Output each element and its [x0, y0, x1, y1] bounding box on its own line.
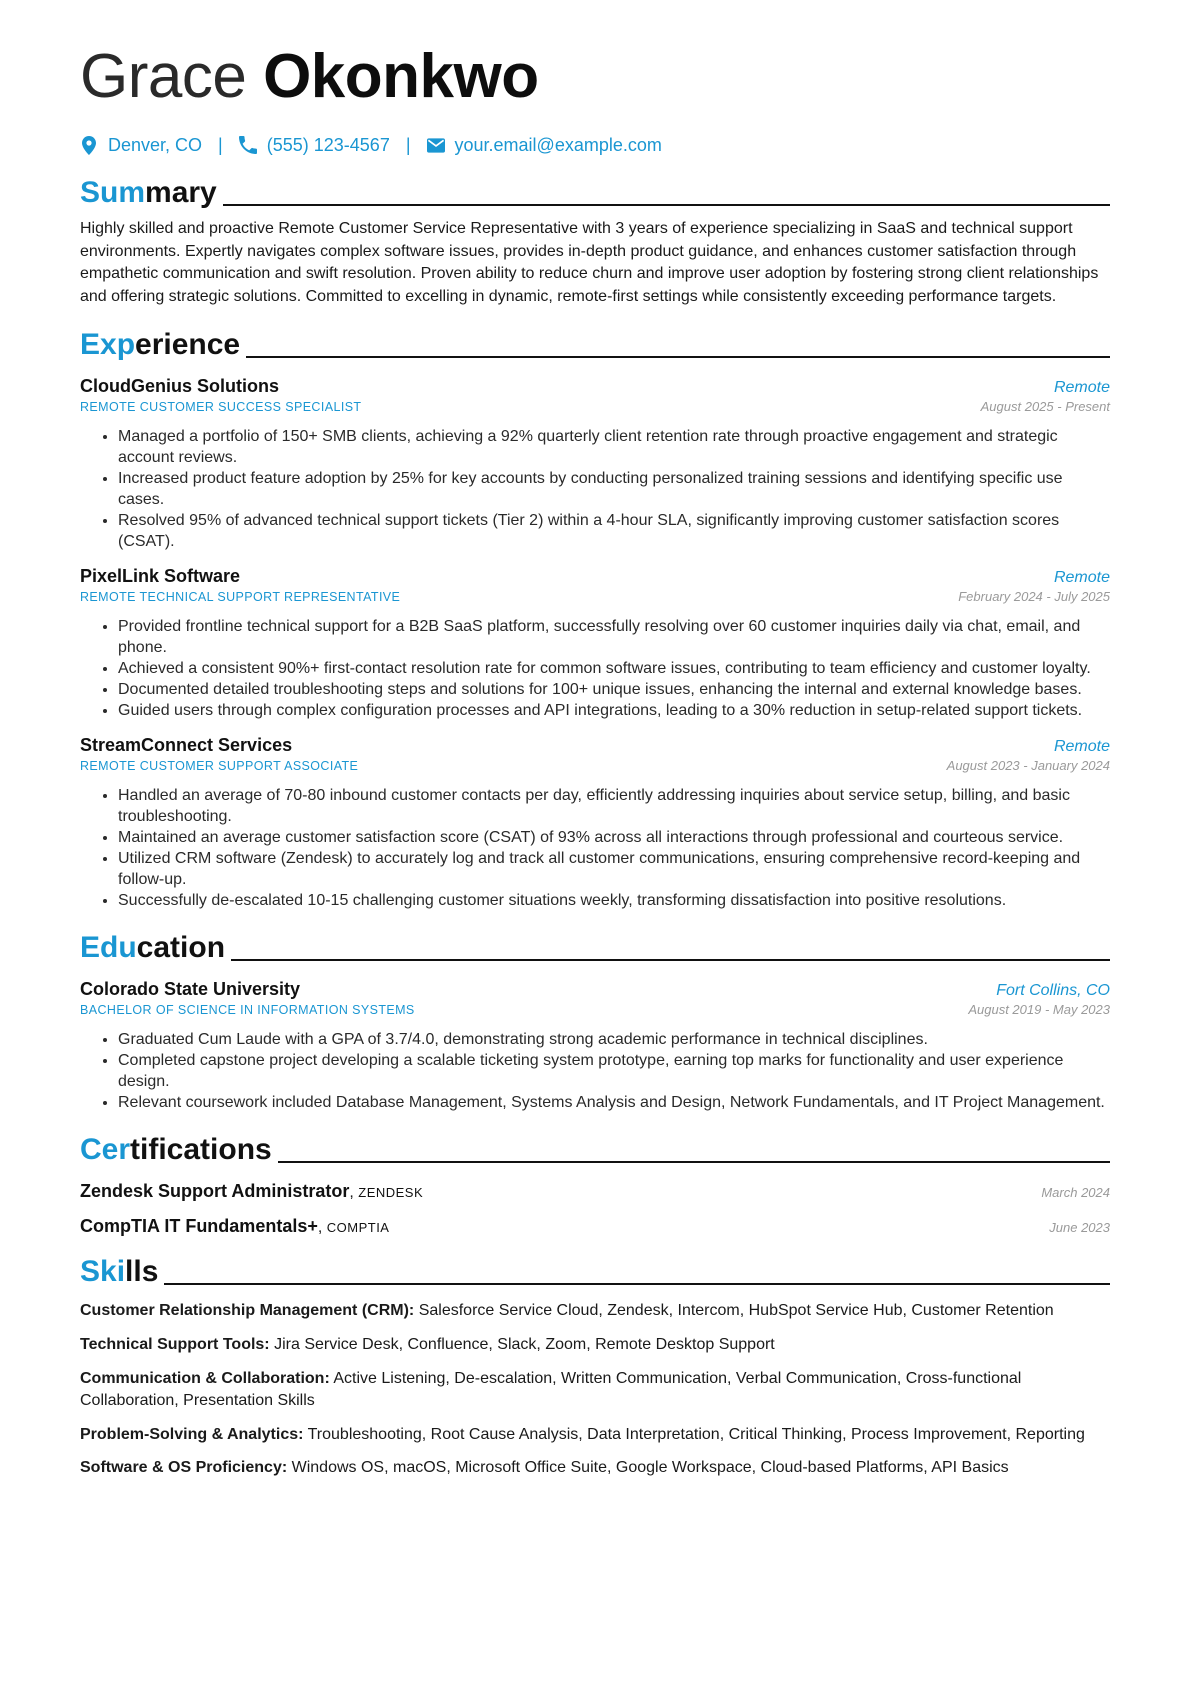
list-item: • Managed a portfolio of 150+ SMB clients, achieving a 92% quarterly client retention rate through proactive engagement and strategic account reviews.	[118, 426, 1110, 468]
skill-value: Salesforce Service Cloud, Zendesk, Intercom, HubSpot Service Hub, Customer Retention	[418, 1302, 1054, 1320]
skills-heading: Skills	[80, 1251, 1110, 1289]
job-title: REMOTE TECHNICAL SUPPORT REPRESENTATIVE	[80, 590, 401, 605]
certification-item: CompTIA IT Fundamentals+, COMPTIA June 2023	[80, 1216, 1110, 1237]
section-rule	[278, 1161, 1110, 1163]
school-location: Fort Collins, CO	[996, 982, 1110, 1000]
location-text: Denver, CO	[108, 134, 203, 155]
education-entry	[80, 979, 1110, 1113]
job-bullets	[80, 426, 1110, 552]
company-name: CloudGenius Solutions	[80, 376, 279, 397]
company-name: PixelLink Software	[80, 566, 241, 587]
list-item: • Completed capstone project developing a scalable ticketing system prototype, earning top marks for functionality and user experience design.	[118, 1050, 1110, 1092]
skill-value: Troubleshooting, Root Cause Analysis, Data Interpretation, Critical Thinking, Process Improvement, Reporting	[307, 1425, 1085, 1443]
map-pin-icon	[80, 135, 98, 155]
last-name: Okonkwo	[263, 42, 539, 111]
experience-heading: Experience	[80, 324, 1110, 362]
section-rule	[223, 204, 1110, 206]
summary-heading: Summary	[80, 172, 1110, 210]
skill-line	[80, 1334, 1110, 1357]
job-dates: August 2025 - Present	[980, 399, 1110, 415]
phone-icon	[239, 135, 257, 155]
contact-bar	[80, 130, 1110, 160]
skill-label: Problem-Solving & Analytics:	[80, 1425, 304, 1443]
list-item: • Documented detailed troubleshooting steps and solutions for 100+ unique issues, enhancing the internal and external knowledge bases.	[118, 679, 1110, 700]
certification-issuer: ZENDESK	[358, 1185, 424, 1201]
skill-line	[80, 1368, 1110, 1413]
certification-date: June 2023	[1049, 1220, 1110, 1236]
experience-entry-cloudgenius	[80, 376, 1110, 552]
list-item: • Maintained an average customer satisfaction score (CSAT) of 93% across all interactions through professional and courteous service.	[118, 827, 1110, 848]
first-name: Grace	[80, 42, 247, 111]
skill-label: Communication & Collaboration:	[80, 1369, 330, 1387]
certification-date: March 2024	[1041, 1185, 1110, 1201]
skill-value: Jira Service Desk, Confluence, Slack, Zoom, Remote Desktop Support	[274, 1335, 775, 1353]
experience-entry-streamconnect	[80, 735, 1110, 911]
skill-label: Technical Support Tools:	[80, 1335, 270, 1353]
skill-line	[80, 1300, 1110, 1323]
job-location: Remote	[1053, 569, 1110, 587]
job-dates: August 2023 - January 2024	[946, 758, 1110, 774]
list-item: • Graduated Cum Laude with a GPA of 3.7/4.0, demonstrating strong academic performance in technical disciplines.	[118, 1029, 1110, 1050]
job-title: REMOTE CUSTOMER SUPPORT ASSOCIATE	[80, 759, 359, 774]
phone-link[interactable]: (555) 123-4567	[266, 134, 390, 155]
education-bullets	[80, 1029, 1110, 1113]
certification-name: CompTIA IT Fundamentals+	[80, 1216, 318, 1237]
certification-item: Zendesk Support Administrator, ZENDESK March 2024	[80, 1181, 1110, 1202]
list-item: • Achieved a consistent 90%+ first-contact resolution rate for common software issues, contributing to team efficiency and customer loyalty.	[118, 658, 1110, 679]
skill-line	[80, 1424, 1110, 1447]
education-dates: August 2019 - May 2023	[968, 1002, 1110, 1018]
certifications-heading: Certifications	[80, 1129, 1110, 1167]
certification-issuer: COMPTIA	[326, 1220, 390, 1236]
email-link[interactable]: your.email@example.com	[454, 134, 662, 155]
job-title: REMOTE CUSTOMER SUCCESS SPECIALIST	[80, 400, 362, 415]
school-name: Colorado State University	[80, 979, 301, 1000]
education-heading: Education	[80, 927, 1110, 965]
list-item: • Relevant coursework included Database Management, Systems Analysis and Design, Network Fundamentals, and IT Project Management.	[118, 1092, 1110, 1113]
job-location: Remote	[1053, 379, 1110, 397]
skill-label: Software & OS Proficiency:	[80, 1459, 288, 1477]
list-item: • Resolved 95% of advanced technical support tickets (Tier 2) within a 4-hour SLA, significantly improving customer satisfaction scores (CSAT).	[118, 510, 1110, 552]
list-item: • Handled an average of 70-80 inbound customer contacts per day, efficiently addressing inquiries about service setup, billing, and basic troubleshooting.	[118, 785, 1110, 827]
certification-name: Zendesk Support Administrator	[80, 1181, 350, 1202]
list-item: • Guided users through complex configuration processes and API integrations, leading to a 30% reduction in setup-related support tickets.	[118, 700, 1110, 721]
list-item: • Successfully de-escalated 10-15 challenging customer situations weekly, transforming dissatisfaction into positive resolutions.	[118, 890, 1110, 911]
section-rule	[164, 1283, 1110, 1285]
job-bullets	[80, 616, 1110, 721]
degree-title: BACHELOR OF SCIENCE IN INFORMATION SYSTEMS	[80, 1003, 415, 1018]
contact-separator: |	[218, 134, 223, 155]
section-rule	[246, 356, 1110, 358]
job-bullets	[80, 785, 1110, 911]
skill-value: Windows OS, macOS, Microsoft Office Suite, Google Workspace, Cloud-based Platforms, API Basics	[291, 1459, 1009, 1477]
job-dates: February 2024 - July 2025	[958, 589, 1110, 605]
skill-value: Active Listening, De-escalation, Written Communication, Verbal Communication, Cross-functional Collaboration, Presentation Skills	[80, 1369, 1022, 1410]
skill-line	[80, 1457, 1110, 1480]
company-name: StreamConnect Services	[80, 735, 293, 756]
experience-entry-pixellink	[80, 566, 1110, 721]
section-rule	[231, 959, 1110, 961]
skill-label: Customer Relationship Management (CRM):	[80, 1302, 415, 1320]
envelope-icon	[427, 135, 445, 155]
candidate-name	[80, 42, 1110, 112]
list-item: • Provided frontline technical support for a B2B SaaS platform, successfully resolving over 60 customer inquiries daily via chat, email, and phone.	[118, 616, 1110, 658]
summary-text: Highly skilled and proactive Remote Customer Service Representative with 3 years of experience specializing in SaaS and technical support environments. Expertly navigates complex software issues, provides in-depth product guidance, and enhances customer satisfaction through empathetic communication and swift resolution. Proven ability to reduce churn and improve user adoption by fostering strong client relationships and offering strategic solutions. Committed to excelling in dynamic, remote-first settings while consistently exceeding performance targets.	[80, 220, 1099, 305]
list-item: • Increased product feature adoption by 25% for key accounts by conducting personalized training sessions and identifying specific use cases.	[118, 468, 1110, 510]
job-location: Remote	[1053, 738, 1110, 756]
list-item: • Utilized CRM software (Zendesk) to accurately log and track all customer communications, ensuring comprehensive record-keeping and follow-up.	[118, 848, 1110, 890]
contact-separator: |	[405, 134, 411, 155]
